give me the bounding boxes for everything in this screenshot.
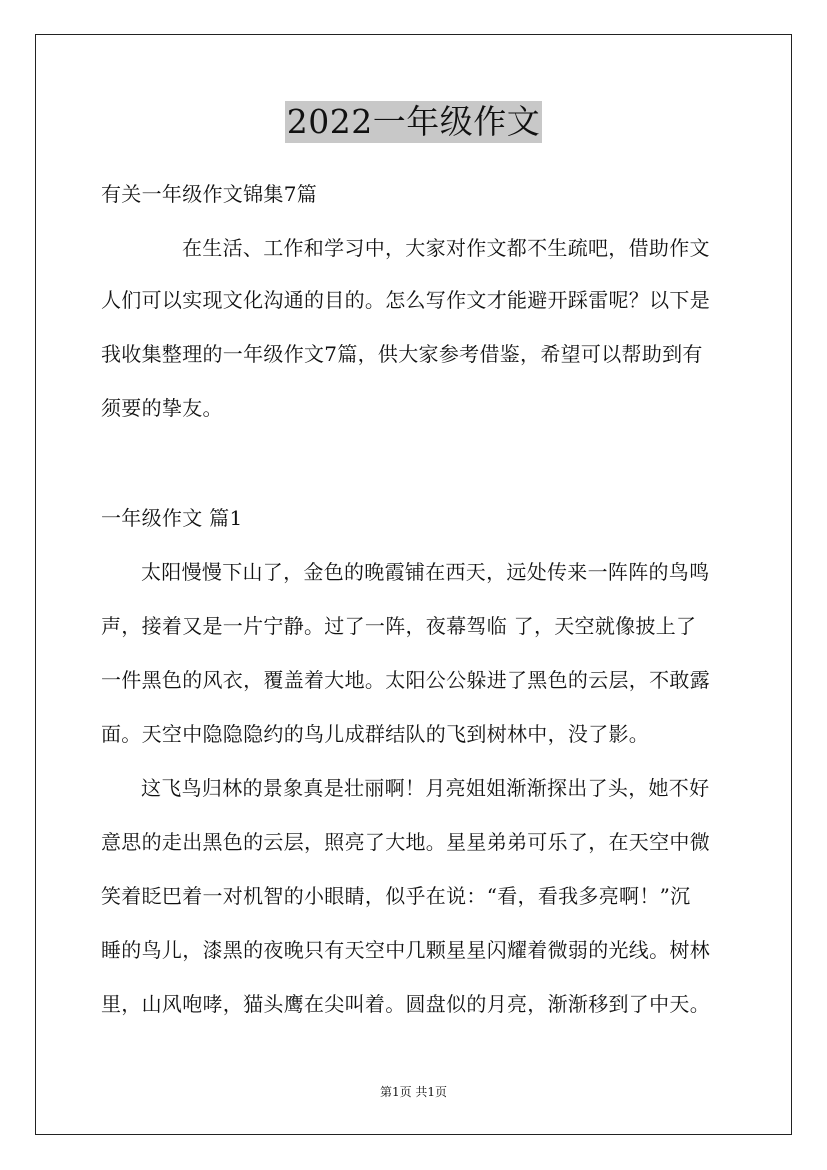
- paragraph-line: 声，接着又是一片宁静。过了一阵，夜幕驾临 了，天空就像披上了: [101, 614, 697, 638]
- intro-line: 在生活、工作和学习中，大家对作文都不生疏吧，借助作文: [182, 236, 710, 260]
- paragraph-line: 意思的走出黑色的云层，照亮了大地。星星弟弟可乐了，在天空中微: [101, 830, 710, 854]
- paragraph-line: 睡的鸟儿，漆黑的夜晚只有天空中几颗星星闪耀着微弱的光线。树林: [101, 938, 710, 962]
- page-footer: [0, 1084, 827, 1100]
- paragraph-line: 笑着眨巴着一对机智的小眼睛，似乎在说：“看，看我多亮啊！”沉: [101, 884, 691, 908]
- section-heading: 一年级作文 篇1: [101, 506, 243, 530]
- paragraph-line: 面。天空中隐隐隐约的鸟儿成群结队的飞到树林中，没了影。: [101, 722, 650, 746]
- document-subtitle: 有关一年级作文锦集7篇: [101, 182, 318, 206]
- paragraph-line: 一件黑色的风衣，覆盖着大地。太阳公公躲进了黑色的云层，不敢露: [101, 668, 710, 692]
- paragraph-line: 里，山风咆哮，猫头鹰在尖叫着。圆盘似的月亮，渐渐移到了中天。: [101, 992, 710, 1016]
- document-title: 2022一年级作文: [286, 102, 541, 141]
- intro-line: 人们可以实现文化沟通的目的。怎么写作文才能避开踩雷呢？以下是: [101, 288, 710, 312]
- page-number-label: 第1页 共1页: [379, 1085, 448, 1099]
- paragraph-line: 这飞鸟归林的景象真是壮丽啊！月亮姐姐渐渐探出了头，她不好: [141, 776, 710, 800]
- paragraph-line: 太阳慢慢下山了，金色的晚霞铺在西天，远处传来一阵阵的鸟鸣: [141, 560, 710, 584]
- intro-line: 须要的挚友。: [101, 396, 223, 420]
- intro-line: 我收集整理的一年级作文7篇，供大家参考借鉴，希望可以帮助到有: [101, 342, 703, 366]
- title-container: [0, 101, 827, 143]
